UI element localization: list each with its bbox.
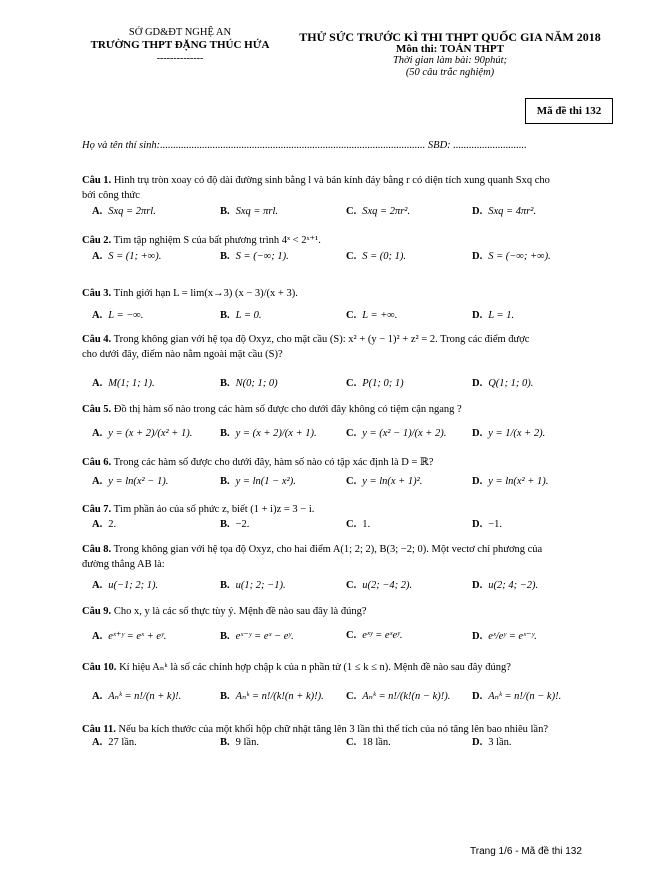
question-text: Tìm tập nghiệm S của bất phương trình 4ˣ < 2ˣ⁺¹. [113, 235, 321, 246]
option-a[interactable]: A. u(−1; 2; 1). [92, 580, 159, 591]
school-name: TRƯỜNG THPT ĐẶNG THÚC HỨA [90, 39, 270, 51]
question-text: Trong các hàm số được cho dưới đây, hàm số nào có tập xác định là D = ℝ? [113, 457, 434, 468]
question-text: Đồ thị hàm số nào trong các hàm số được cho dưới đây không có tiệm cận ngang ? [113, 404, 462, 415]
option-a[interactable]: A. y = (x + 2)/(x² + 1). [92, 428, 193, 439]
exam-title: THỬ SỨC TRƯỚC KÌ THI THPT QUỐC GIA NĂM 2018 [299, 30, 601, 44]
question-10 [82, 660, 622, 675]
question-11 [82, 722, 622, 737]
header-dash: -------------- [156, 53, 204, 64]
options-8 [92, 580, 622, 596]
option-b[interactable]: B. −2. [220, 519, 250, 530]
page-footer: Trang 1/6 - Mã đề thi 132 [470, 846, 582, 857]
student-info-line: Họ và tên thí sinh:..................................................................................................... SBD: ............................ [82, 140, 527, 151]
question-text: Tính giới hạn L = lim(x→3) (x − 3)/(x + 3). [113, 288, 298, 299]
question-label: Câu 9. [82, 606, 112, 617]
option-a[interactable]: A. eˣ⁺ʸ = eˣ + eʸ. [92, 631, 167, 642]
question-6 [82, 455, 622, 470]
option-a[interactable]: A. Aₙᵏ = n!/(n + k)!. [92, 691, 182, 702]
option-b[interactable]: B. y = ln(1 − x²). [220, 476, 296, 487]
question-1 [82, 173, 622, 203]
question-4 [82, 332, 622, 362]
option-d[interactable]: D. 3 lần. [472, 737, 512, 748]
question-count: (50 câu trắc nghiệm) [405, 67, 495, 78]
question-text-cont: đường thẳng AB là: [82, 559, 165, 570]
option-d[interactable]: D. Q(1; 1; 0). [472, 378, 534, 389]
option-c[interactable]: C. y = (x² − 1)/(x + 2). [346, 428, 447, 439]
header-right [280, 31, 620, 79]
option-d[interactable]: D. y = 1/(x + 2). [472, 428, 546, 439]
question-text: Tìm phần ảo của số phức z, biết (1 + i)z = 3 − i. [113, 504, 315, 515]
exam-time: Thời gian làm bài: 90phút; [392, 55, 508, 66]
question-2 [82, 233, 622, 248]
question-label: Câu 1. [82, 175, 112, 186]
option-b[interactable]: B. Sxq = πrl. [220, 206, 279, 217]
options-9 [92, 630, 622, 646]
option-b[interactable]: B. eˣ⁻ʸ = eˣ − eʸ. [220, 631, 294, 642]
option-c[interactable]: C. 18 lần. [346, 737, 391, 748]
question-label: Câu 2. [82, 235, 112, 246]
option-c[interactable]: C. Aₙᵏ = n!/(k!(n − k)!). [346, 691, 451, 702]
option-c[interactable]: C. eˣʸ = eˣeʸ. [346, 630, 403, 641]
option-b[interactable]: B. Aₙᵏ = n!/(k!(n + k)!). [220, 691, 324, 702]
option-d[interactable]: D. Aₙᵏ = n!/(n − k)!. [472, 691, 562, 702]
question-text: Trong không gian với hệ tọa độ Oxyz, cho mặt cầu (S): x² + (y − 1)² + z² = 2. Trong các điểm được [113, 334, 530, 345]
question-text: Nếu ba kích thước của một khối hộp chữ nhật tăng lên 3 lần thì thể tích của nó tăng lên bao nhiêu lần? [118, 724, 548, 735]
question-label: Câu 3. [82, 288, 112, 299]
option-d[interactable]: D. y = ln(x² + 1). [472, 476, 549, 487]
option-b[interactable]: B. L = 0. [220, 310, 262, 321]
question-text-cont: bởi công thức [82, 190, 140, 201]
question-text: Trong không gian với hệ tọa độ Oxyz, cho hai điểm A(1; 2; 2), B(3; −2; 0). Một vectơ chỉ phương của [113, 544, 543, 555]
option-c[interactable]: C. u(2; −4; 2). [346, 580, 413, 591]
question-text: Hình trụ tròn xoay có độ dài đường sinh bằng l và bán kính đáy bằng r có diện tích xung quanh Sxq cho [113, 175, 550, 186]
option-b[interactable]: B. N(0; 1; 0) [220, 378, 278, 389]
option-d[interactable]: D. −1. [472, 519, 503, 530]
option-d[interactable]: D. eˣ/eʸ = eˣ⁻ʸ. [472, 631, 537, 642]
question-text: Cho x, y là các số thực tùy ý. Mệnh đề nào sau đây là đúng? [113, 606, 367, 617]
option-b[interactable]: B. u(1; 2; −1). [220, 580, 286, 591]
option-d[interactable]: D. S = (−∞; +∞). [472, 251, 551, 262]
option-d[interactable]: D. u(2; 4; −2). [472, 580, 539, 591]
option-c[interactable]: C. Sxq = 2πr². [346, 206, 411, 217]
options-4 [92, 378, 622, 394]
exam-code-box: Mã đề thi 132 [525, 98, 613, 124]
option-a[interactable]: A. L = −∞. [92, 310, 144, 321]
question-label: Câu 10. [82, 662, 117, 673]
option-b[interactable]: B. S = (−∞; 1). [220, 251, 289, 262]
question-8 [82, 542, 622, 572]
question-label: Câu 6. [82, 457, 112, 468]
option-a[interactable]: A. 27 lần. [92, 737, 137, 748]
options-2 [92, 251, 622, 267]
question-label: Câu 8. [82, 544, 112, 555]
options-6 [92, 476, 622, 492]
option-d[interactable]: D. Sxq = 4πr². [472, 206, 537, 217]
department-name: SỞ GD&ĐT NGHỆ AN [128, 27, 232, 38]
option-a[interactable]: A. 2. [92, 519, 117, 530]
question-label: Câu 7. [82, 504, 112, 515]
question-7 [82, 502, 622, 517]
question-3 [82, 286, 622, 301]
option-c[interactable]: C. P(1; 0; 1) [346, 378, 404, 389]
option-a[interactable]: A. y = ln(x² − 1). [92, 476, 169, 487]
options-5 [92, 428, 622, 444]
option-a[interactable]: A. M(1; 1; 1). [92, 378, 155, 389]
question-label: Câu 11. [82, 724, 116, 735]
subject: Môn thi: TOÁN THPT [396, 43, 504, 55]
option-c[interactable]: C. S = (0; 1). [346, 251, 407, 262]
header-left [70, 26, 290, 65]
options-11 [92, 737, 622, 753]
options-7 [92, 519, 622, 535]
option-b[interactable]: B. y = (x + 2)/(x + 1). [220, 428, 317, 439]
question-text-cont: cho dưới đây, điểm nào nằm ngoài mặt cầu (S)? [82, 349, 283, 360]
option-c[interactable]: C. L = +∞. [346, 310, 398, 321]
option-c[interactable]: C. y = ln(x + 1)². [346, 476, 423, 487]
option-a[interactable]: A. S = (1; +∞). [92, 251, 162, 262]
options-3 [92, 310, 622, 326]
option-b[interactable]: B. 9 lần. [220, 737, 259, 748]
question-5 [82, 402, 622, 417]
option-d[interactable]: D. L = 1. [472, 310, 515, 321]
question-label: Câu 5. [82, 404, 112, 415]
question-text: Kí hiệu Aₙᵏ là số các chỉnh hợp chập k của n phần tử (1 ≤ k ≤ n). Mệnh đề nào sau đây đúng? [119, 662, 511, 673]
options-1 [92, 206, 622, 222]
question-9 [82, 604, 622, 619]
option-a[interactable]: A. Sxq = 2πrl. [92, 206, 156, 217]
option-c[interactable]: C. 1. [346, 519, 371, 530]
options-10 [92, 690, 622, 706]
question-label: Câu 4. [82, 334, 112, 345]
